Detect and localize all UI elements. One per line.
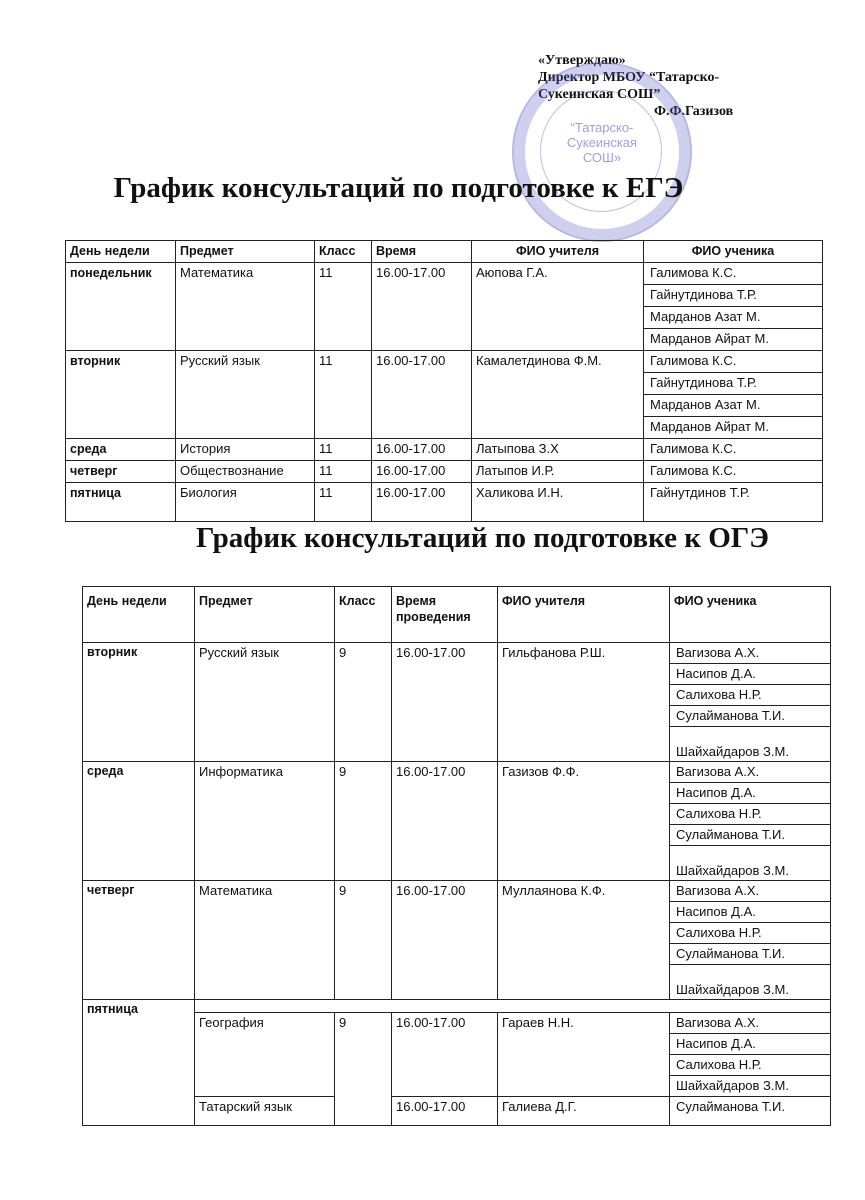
teacher-cell: Камалетдинова Ф.М. [472,351,644,439]
table-row [66,351,823,373]
subject-cell: История [176,439,315,461]
student-cell: Вагизова А.Х. [670,762,831,783]
day-cell: пятница [83,1000,195,1126]
student-cell: Вагизова А.Х. [670,1013,831,1034]
teacher-cell: Гараев Н.Н. [498,1013,670,1097]
subject-cell: Информатика [195,762,335,881]
stamp-text [554,120,650,165]
student-cell: Шайхайдаров З.М. [670,1076,831,1097]
day-cell: пятница [66,483,176,522]
subject-cell: Русский язык [195,643,335,762]
day-cell: среда [83,762,195,881]
student-cell: Салихова Н.Р. [670,923,831,944]
time-cell: 16.00-17.00 [372,461,472,483]
grade-cell: 9 [335,762,392,881]
day-cell: вторник [66,351,176,439]
teacher-cell: Халикова И.Н. [472,483,644,522]
header-teacher: ФИО учителя [472,241,644,263]
subject-cell: Математика [176,263,315,351]
header-student: ФИО ученика [670,587,831,643]
student-cell: Марданов Азат М. [644,395,823,417]
student-cell: Вагизова А.Х. [670,881,831,902]
student-cell: Галимова К.С. [644,351,823,373]
stamp-line-3: СОШ» [582,150,622,165]
stamp-line-1: “Татарско- [570,120,634,135]
student-cell: Гайнутдинова Т.Р. [644,285,823,307]
student-cell: Галимова К.С. [644,263,823,285]
table-row [83,1013,831,1034]
student-cell: Гайнутдинова Т.Р. [644,373,823,395]
subject-cell: Математика [195,881,335,1000]
teacher-cell: Галиева Д.Г. [498,1097,670,1126]
approval-signature: Ф.Ф.Газизов [654,104,734,119]
oge-title: График консультаций по подготовке к ОГЭ [196,522,769,554]
teacher-cell: Гильфанова Р.Ш. [498,643,670,762]
grade-cell: 11 [315,263,372,351]
grade-cell: 11 [315,483,372,522]
student-cell: Насипов Д.А. [670,664,831,685]
table-row [83,762,831,783]
teacher-cell: Газизов Ф.Ф. [498,762,670,881]
student-cell: Шайхайдаров З.М. [670,846,831,881]
table-row [83,881,831,902]
time-cell: 16.00-17.00 [372,439,472,461]
table-row [83,1000,831,1013]
subject-cell: Русский язык [176,351,315,439]
day-cell: четверг [83,881,195,1000]
header-time: Время проведения [392,587,498,643]
table-row [66,461,823,483]
header-subject: Предмет [195,587,335,643]
student-cell: Галимова К.С. [644,461,823,483]
table-row [66,439,823,461]
ege-title: График консультаций по подготовке к ЕГЭ [113,172,684,204]
day-cell: понедельник [66,263,176,351]
time-cell: 16.00-17.00 [372,351,472,439]
header-student: ФИО ученика [644,241,823,263]
student-cell: Гайнутдинов Т.Р. [644,483,823,522]
time-cell: 16.00-17.00 [392,1013,498,1097]
oge-schedule-table [82,586,831,1126]
student-cell: Сулайманова Т.И. [670,1097,831,1126]
approval-line-2: Директор МБОУ “Татарско- [538,70,720,85]
student-cell: Сулайманова Т.И. [670,825,831,846]
stamp-line-2: Сукеинская [566,135,638,150]
day-cell: вторник [83,643,195,762]
student-cell: Сулайманова Т.И. [670,706,831,727]
table-row [83,1097,831,1126]
header-teacher: ФИО учителя [498,587,670,643]
student-cell: Насипов Д.А. [670,1034,831,1055]
teacher-cell: Муллаянова К.Ф. [498,881,670,1000]
table-row [83,643,831,664]
approval-line-1: «Утверждаю» [538,53,626,68]
grade-cell: 11 [315,439,372,461]
school-stamp [512,62,692,242]
header-day: День недели [83,587,195,643]
day-cell: среда [66,439,176,461]
student-cell: Марданов Азат М. [644,307,823,329]
header-time: Время [372,241,472,263]
header-grade: Класс [335,587,392,643]
time-cell: 16.00-17.00 [392,1097,498,1126]
subject-cell: Биология [176,483,315,522]
teacher-cell: Латыпов И.Р. [472,461,644,483]
subject-cell: Татарский язык [195,1097,335,1126]
student-cell: Сулайманова Т.И. [670,944,831,965]
friday-gap-row [195,1000,831,1013]
header-day: День недели [66,241,176,263]
subject-cell: Обществознание [176,461,315,483]
header-grade: Класс [315,241,372,263]
grade-cell: 11 [315,461,372,483]
student-cell: Галимова К.С. [644,439,823,461]
time-cell: 16.00-17.00 [372,483,472,522]
subject-cell: География [195,1013,335,1097]
student-cell: Вагизова А.Х. [670,643,831,664]
grade-cell: 11 [315,351,372,439]
time-cell: 16.00-17.00 [392,643,498,762]
approval-line-3: Сукеинская СОШ” [538,87,661,102]
grade-cell: 9 [335,881,392,1000]
student-cell: Шайхайдаров З.М. [670,965,831,1000]
student-cell: Насипов Д.А. [670,783,831,804]
time-cell: 16.00-17.00 [392,762,498,881]
student-cell: Насипов Д.А. [670,902,831,923]
oge-header-row [83,587,831,643]
ege-schedule-table [65,240,823,522]
student-cell: Салихова Н.Р. [670,804,831,825]
table-row [66,263,823,285]
grade-cell: 9 [335,1013,392,1126]
ege-header-row [66,241,823,263]
student-cell: Салихова Н.Р. [670,685,831,706]
day-cell: четверг [66,461,176,483]
teacher-cell: Латыпова З.Х [472,439,644,461]
student-cell: Марданов Айрат М. [644,417,823,439]
student-cell: Марданов Айрат М. [644,329,823,351]
grade-cell: 9 [335,643,392,762]
student-cell: Салихова Н.Р. [670,1055,831,1076]
time-cell: 16.00-17.00 [392,881,498,1000]
table-row [66,483,823,522]
teacher-cell: Аюпова Г.А. [472,263,644,351]
student-cell: Шайхайдаров З.М. [670,727,831,762]
time-cell: 16.00-17.00 [372,263,472,351]
header-subject: Предмет [176,241,315,263]
